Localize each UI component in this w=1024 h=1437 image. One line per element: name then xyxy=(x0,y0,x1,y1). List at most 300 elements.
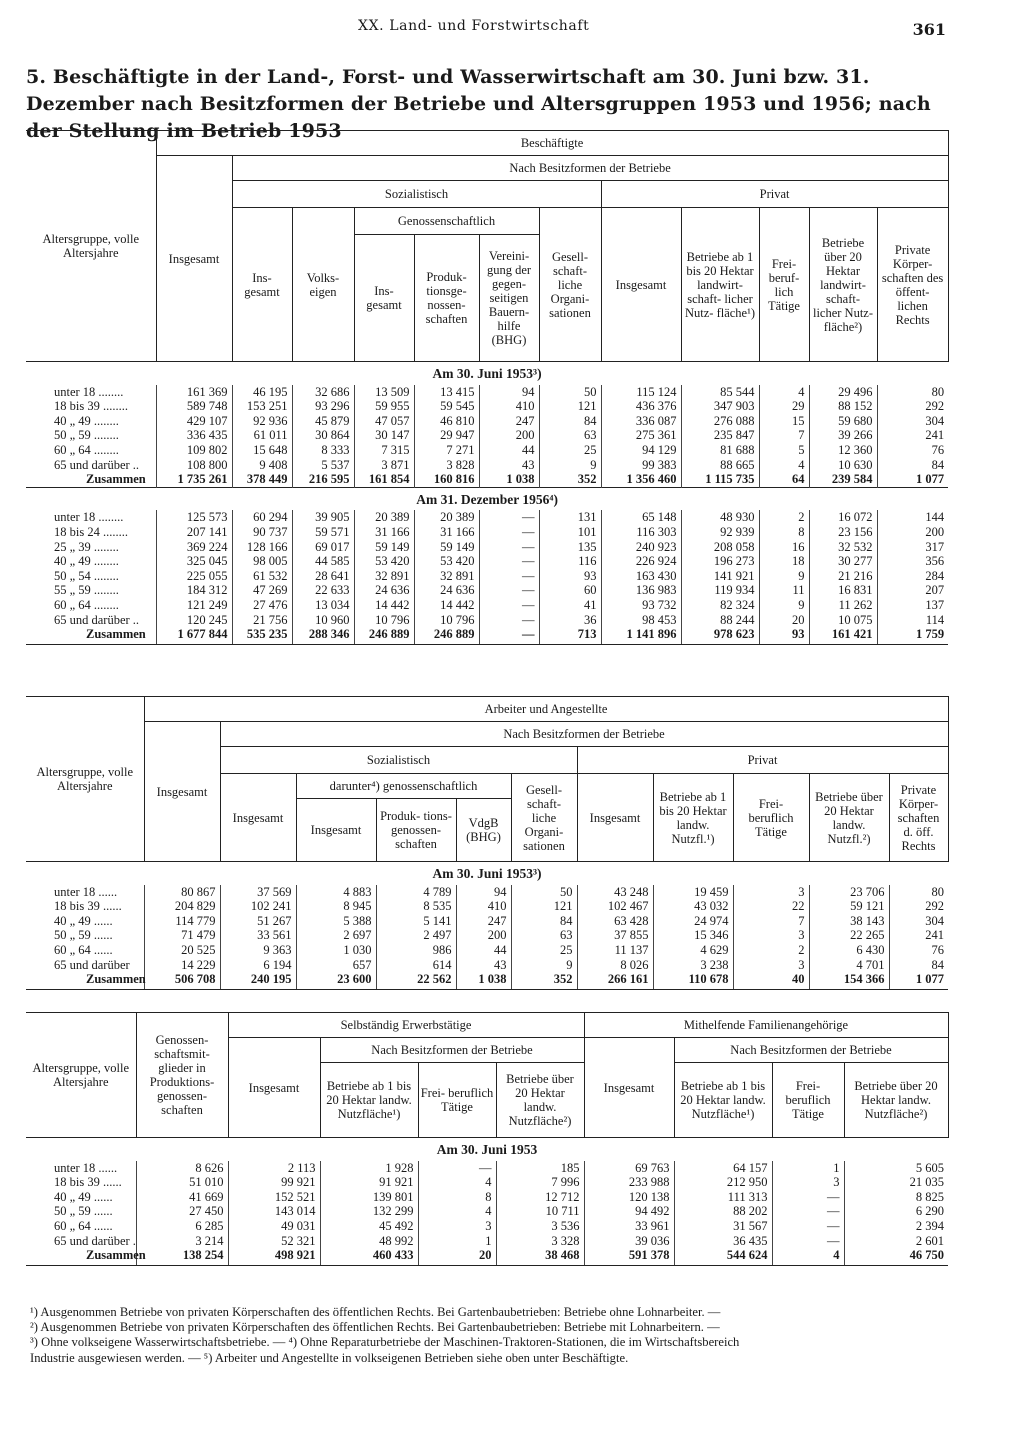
table-row xyxy=(26,1161,948,1176)
table-cell: 153 251 xyxy=(232,399,292,414)
table-cell: 3 828 xyxy=(414,458,479,473)
table-cell: 3 xyxy=(733,928,809,943)
table-cell: 1 141 896 xyxy=(601,627,681,644)
table-cell: 69 763 xyxy=(584,1161,674,1176)
table-cell: 51 010 xyxy=(136,1175,228,1190)
table-cell: 16 xyxy=(759,540,809,555)
table-cell: 7 xyxy=(759,428,809,443)
table-cell: — xyxy=(479,554,539,569)
table-cell: 241 xyxy=(889,928,948,943)
table-cell: 41 669 xyxy=(136,1190,228,1205)
table-cell: 589 748 xyxy=(156,399,232,414)
table-cell: 8 333 xyxy=(292,443,354,458)
table-cell: 10 796 xyxy=(414,613,479,628)
table-cell: 88 202 xyxy=(674,1204,772,1219)
table-cell: 2 394 xyxy=(844,1219,948,1234)
table-cell: 12 712 xyxy=(496,1190,584,1205)
table-cell: 978 623 xyxy=(681,627,759,644)
table-cell: 59 955 xyxy=(354,399,414,414)
col-socialist: Sozialistisch xyxy=(232,181,601,208)
row-label: Zusammen xyxy=(26,1248,136,1265)
table-cell: 6 194 xyxy=(220,958,296,973)
table-cell: 53 420 xyxy=(354,554,414,569)
table-cell: 21 035 xyxy=(844,1175,948,1190)
table-cell: 43 248 xyxy=(577,885,653,900)
table-cell: 32 891 xyxy=(354,569,414,584)
table-cell: 36 435 xyxy=(674,1234,772,1249)
col-farms-over-20: Betriebe über 20 Hektar landw. Nutzfl.²) xyxy=(809,774,889,862)
total-row xyxy=(26,1248,948,1265)
table-cell: 121 xyxy=(539,399,601,414)
table-cell: 43 032 xyxy=(653,899,733,914)
row-label: Zusammen xyxy=(26,627,156,644)
table-cell: 16 072 xyxy=(809,510,877,525)
table-cell: 137 xyxy=(877,598,948,613)
table-cell: 352 xyxy=(511,972,577,989)
table-cell: 4 883 xyxy=(296,885,376,900)
col-coop-members: Genossen- schaftsmit- glieder in Produktions- genossen- schaften xyxy=(136,1013,228,1138)
table-cell: — xyxy=(479,569,539,584)
col-thereof-coop: darunter⁴) genossenschaftlich xyxy=(296,774,511,799)
table-cell: 4 701 xyxy=(809,958,889,973)
table-workers xyxy=(26,696,949,990)
table-cell: 48 992 xyxy=(320,1234,418,1249)
table-cell: 116 303 xyxy=(601,525,681,540)
table-cell: 240 923 xyxy=(601,540,681,555)
table-row xyxy=(26,510,948,525)
table-cell: 61 532 xyxy=(232,569,292,584)
table-cell: 185 xyxy=(496,1161,584,1176)
table-cell: — xyxy=(772,1234,844,1249)
col-workers: Arbeiter und Angestellte xyxy=(144,697,948,722)
table-cell: 88 152 xyxy=(809,399,877,414)
row-label: 40 „ 49 ........ xyxy=(54,554,119,569)
table-cell: 48 930 xyxy=(681,510,759,525)
table-cell: 200 xyxy=(877,525,948,540)
table-cell: 2 697 xyxy=(296,928,376,943)
table-cell: 29 xyxy=(759,399,809,414)
table-cell: 4 xyxy=(759,458,809,473)
table-cell: 14 442 xyxy=(414,598,479,613)
table-cell: 13 509 xyxy=(354,385,414,400)
page-number: 361 xyxy=(912,20,946,39)
table-cell: 84 xyxy=(539,414,601,429)
table-cell: 11 262 xyxy=(809,598,877,613)
table-cell: 93 xyxy=(539,569,601,584)
section-heading xyxy=(26,1138,948,1161)
table-cell: 93 296 xyxy=(292,399,354,414)
col-farms-over-20: Betriebe über 20 Hektar landwirt- schaft- licher Nutz- fläche²) xyxy=(809,208,877,362)
table-cell: 212 950 xyxy=(674,1175,772,1190)
table-cell: 13 034 xyxy=(292,598,354,613)
table-cell: 80 xyxy=(877,385,948,400)
table-cell: 50 xyxy=(511,885,577,900)
table-cell: 65 148 xyxy=(601,510,681,525)
section-heading-text: Am 31. Dezember 1956⁴) xyxy=(26,487,948,510)
col-age-group: Altersgruppe, volle Altersjahre xyxy=(26,1013,136,1138)
col-fh-freelance: Frei- beruflich Tätige xyxy=(772,1063,844,1138)
table-cell: 94 129 xyxy=(601,443,681,458)
section-heading-text: Am 30. Juni 1953³) xyxy=(26,862,948,885)
table-cell: 138 254 xyxy=(136,1248,228,1265)
table-cell: 207 xyxy=(877,583,948,598)
table-cell: 13 415 xyxy=(414,385,479,400)
table-cell: 101 xyxy=(539,525,601,540)
table-cell: 5 xyxy=(759,443,809,458)
table-cell: 225 055 xyxy=(156,569,232,584)
table-cell: 204 829 xyxy=(144,899,220,914)
table-cell: 88 244 xyxy=(681,613,759,628)
section-heading xyxy=(26,487,948,510)
table-cell: 2 113 xyxy=(228,1161,320,1176)
table-row xyxy=(26,540,948,555)
table-row xyxy=(26,598,948,613)
table-cell: 141 921 xyxy=(681,569,759,584)
table-cell: 208 058 xyxy=(681,540,759,555)
table-cell: 109 802 xyxy=(156,443,232,458)
row-label: unter 18 ...... xyxy=(54,1160,118,1175)
table-cell: 241 xyxy=(877,428,948,443)
table-cell: — xyxy=(772,1190,844,1205)
table-cell: 60 xyxy=(539,583,601,598)
table-cell: 81 688 xyxy=(681,443,759,458)
col-age-group: Altersgruppe, volle Altersjahre xyxy=(26,697,144,862)
table-cell: 7 xyxy=(733,914,809,929)
table-cell: 6 285 xyxy=(136,1219,228,1234)
table-row xyxy=(26,385,948,400)
table-cell: 84 xyxy=(877,458,948,473)
col-se-farms-1-20: Betriebe ab 1 bis 20 Hektar landw. Nutzfläche¹) xyxy=(320,1063,418,1138)
table-cell: 3 xyxy=(418,1219,496,1234)
table-cell: 29 496 xyxy=(809,385,877,400)
table-cell: 120 245 xyxy=(156,613,232,628)
table-cell: 986 xyxy=(376,943,456,958)
row-label: 18 bis 39 ........ xyxy=(54,399,128,414)
table-cell: 84 xyxy=(889,958,948,973)
table-cell: 247 xyxy=(479,414,539,429)
row-label: 18 bis 39 ...... xyxy=(54,1175,122,1190)
table-row xyxy=(26,613,948,628)
table-cell: 39 036 xyxy=(584,1234,674,1249)
table-cell: — xyxy=(479,583,539,598)
table-employed xyxy=(26,130,949,645)
table-row xyxy=(26,1175,948,1190)
table-cell: 45 492 xyxy=(320,1219,418,1234)
table-cell: 3 214 xyxy=(136,1234,228,1249)
table-cell: 325 045 xyxy=(156,554,232,569)
col-private-corps: Private Körper- schaften des öffent- lichen Rechts xyxy=(877,208,948,362)
table-cell: 52 321 xyxy=(228,1234,320,1249)
row-label: 65 und darüber .. xyxy=(54,612,140,627)
table-cell: 144 xyxy=(877,510,948,525)
table-cell: 23 600 xyxy=(296,972,376,989)
table-row xyxy=(26,899,948,914)
col-social-orgs: Gesell- schaft- liche Organi- sationen xyxy=(511,774,577,862)
table-cell: 15 xyxy=(759,414,809,429)
table-cell: 410 xyxy=(479,399,539,414)
table-cell: 284 xyxy=(877,569,948,584)
table-cell: 71 479 xyxy=(144,928,220,943)
table-cell: 4 789 xyxy=(376,885,456,900)
table-cell: 59 121 xyxy=(809,899,889,914)
row-label: 40 „ 49 ...... xyxy=(54,1189,113,1204)
footnote-3: ³) Ohne volkseigene Wasserwirtschaftsbetriebe. — ⁴) Ohne Reparaturbetriebe der Maschinen-Traktoren-Stationen, die im Wirtschaftsbereich xyxy=(30,1335,740,1350)
table-cell: 31 166 xyxy=(414,525,479,540)
col-farms-1-20: Betriebe ab 1 bis 20 Hektar landw. Nutzfl.¹) xyxy=(653,774,733,862)
table-cell: 99 921 xyxy=(228,1175,320,1190)
table-cell: 37 569 xyxy=(220,885,296,900)
table-cell: 7 996 xyxy=(496,1175,584,1190)
table-cell: 59 680 xyxy=(809,414,877,429)
table-cell: 131 xyxy=(539,510,601,525)
table-cell: 30 864 xyxy=(292,428,354,443)
table-cell: 94 xyxy=(456,885,511,900)
table-cell: 378 449 xyxy=(232,472,292,487)
table-cell: 92 939 xyxy=(681,525,759,540)
table-cell: 4 xyxy=(418,1204,496,1219)
table-cell: 90 737 xyxy=(232,525,292,540)
table-cell: 429 107 xyxy=(156,414,232,429)
table-cell: 59 545 xyxy=(414,399,479,414)
table-cell: 40 xyxy=(733,972,809,989)
table-cell: 114 xyxy=(877,613,948,628)
table-cell: 247 xyxy=(456,914,511,929)
table-cell: 24 636 xyxy=(414,583,479,598)
total-row xyxy=(26,472,948,487)
table-cell: 108 800 xyxy=(156,458,232,473)
table-row xyxy=(26,414,948,429)
table-cell: 535 235 xyxy=(232,627,292,644)
table-cell: — xyxy=(479,510,539,525)
table-cell: — xyxy=(479,540,539,555)
col-priv-total: Insgesamt xyxy=(601,208,681,362)
table-cell: 4 xyxy=(772,1248,844,1265)
table-cell: 44 585 xyxy=(292,554,354,569)
col-by-ownership: Nach Besitzformen der Betriebe xyxy=(220,722,948,747)
table-cell: 43 xyxy=(456,958,511,973)
footnote-2: ²) Ausgenommen Betriebe von privaten Körperschaften des öffentlichen Rechts. Bei Gartenbaubetrieben: Betriebe mit Lohnarbeitern. — xyxy=(30,1320,720,1335)
table-cell: 18 xyxy=(759,554,809,569)
table-cell: 32 532 xyxy=(809,540,877,555)
table-cell: 120 138 xyxy=(584,1190,674,1205)
table-cell: 10 075 xyxy=(809,613,877,628)
table-cell: 25 xyxy=(511,943,577,958)
section-heading-text: Am 30. Juni 1953 xyxy=(26,1138,948,1161)
table-cell: 288 346 xyxy=(292,627,354,644)
footnote-4: Industrie ausgewiesen werden. — ⁵) Arbeiter und Angestellte in volkseigenen Betrieben siehe oben unter Beschäftigte. xyxy=(30,1350,629,1365)
footnote-1: ¹) Ausgenommen Betriebe von privaten Körperschaften des öffentlichen Rechts. Bei Gartenbaubetrieben: Betriebe ohne Lohnarbeiter. — xyxy=(30,1305,721,1319)
row-label: unter 18 ........ xyxy=(54,384,124,399)
table-cell: 8 026 xyxy=(577,958,653,973)
table-cell: 125 573 xyxy=(156,510,232,525)
col-priv-total: Insgesamt xyxy=(577,774,653,862)
table-cell: 1 356 460 xyxy=(601,472,681,487)
table-cell: 36 xyxy=(539,613,601,628)
table-cell: 102 467 xyxy=(577,899,653,914)
col-se-total: Insgesamt xyxy=(228,1038,320,1138)
table-cell: 143 014 xyxy=(228,1204,320,1219)
row-label: 18 bis 24 ........ xyxy=(54,524,128,539)
table-cell: 200 xyxy=(479,428,539,443)
table-cell: 25 xyxy=(539,443,601,458)
table-cell: 32 686 xyxy=(292,385,354,400)
table-row xyxy=(26,554,948,569)
col-fh-farms-1-20: Betriebe ab 1 bis 20 Hektar landw. Nutzfläche¹) xyxy=(674,1063,772,1138)
table-cell: 9 408 xyxy=(232,458,292,473)
table-cell: 30 277 xyxy=(809,554,877,569)
table-cell: 11 xyxy=(759,583,809,598)
table-cell: 9 xyxy=(511,958,577,973)
table-cell: 9 xyxy=(759,598,809,613)
section-heading-text: Am 30. Juni 1953³) xyxy=(26,362,948,385)
col-prod-coops: Produk- tionsge- nossen- schaften xyxy=(414,235,479,362)
table-cell: 161 369 xyxy=(156,385,232,400)
table-cell: 216 595 xyxy=(292,472,354,487)
table-row xyxy=(26,928,948,943)
table-cell: 5 141 xyxy=(376,914,456,929)
row-label: 40 „ 49 ........ xyxy=(54,413,119,428)
table-cell: 8 825 xyxy=(844,1190,948,1205)
table-self-employed xyxy=(26,1012,949,1266)
table-cell: 713 xyxy=(539,627,601,644)
table-row xyxy=(26,1190,948,1205)
table-cell: 239 584 xyxy=(809,472,877,487)
table-cell: 51 267 xyxy=(220,914,296,929)
row-label: 65 und darüber xyxy=(54,957,130,972)
row-label: 60 „ 64 ...... xyxy=(54,942,113,957)
table-cell: 7 315 xyxy=(354,443,414,458)
col-by-ownership: Nach Besitzformen der Betriebe xyxy=(232,156,948,181)
table-cell: 80 xyxy=(889,885,948,900)
table-cell: 317 xyxy=(877,540,948,555)
table-cell: 84 xyxy=(511,914,577,929)
table-cell: 132 299 xyxy=(320,1204,418,1219)
table-cell: 31 567 xyxy=(674,1219,772,1234)
table-cell: 196 273 xyxy=(681,554,759,569)
table-cell: 61 011 xyxy=(232,428,292,443)
table-cell: 20 xyxy=(418,1248,496,1265)
total-row xyxy=(26,972,948,989)
table-cell: 98 005 xyxy=(232,554,292,569)
table-cell: 10 960 xyxy=(292,613,354,628)
table-cell: — xyxy=(772,1204,844,1219)
table-cell: 21 756 xyxy=(232,613,292,628)
table-cell: 59 149 xyxy=(414,540,479,555)
row-label: 55 „ 59 ........ xyxy=(54,583,119,598)
col-fh-by-ownership: Nach Besitzformen der Betriebe xyxy=(674,1038,948,1063)
table-cell: 135 xyxy=(539,540,601,555)
col-total: Insgesamt xyxy=(144,722,220,862)
table-cell: 10 630 xyxy=(809,458,877,473)
table-cell: 4 xyxy=(759,385,809,400)
table-cell: 304 xyxy=(889,914,948,929)
row-label: unter 18 ........ xyxy=(54,510,124,525)
table-row xyxy=(26,458,948,473)
table-cell: 27 476 xyxy=(232,598,292,613)
table-row xyxy=(26,914,948,929)
row-label: 50 „ 54 ........ xyxy=(54,568,119,583)
table-row xyxy=(26,525,948,540)
table-cell: 76 xyxy=(889,943,948,958)
table-cell: 1 077 xyxy=(889,972,948,989)
table-cell: 121 249 xyxy=(156,598,232,613)
col-coop-total: Insgesamt xyxy=(296,799,376,862)
table-cell: 2 xyxy=(733,943,809,958)
table-cell: 614 xyxy=(376,958,456,973)
table-cell: 121 xyxy=(511,899,577,914)
table-cell: 94 xyxy=(479,385,539,400)
table-cell: — xyxy=(479,613,539,628)
table-cell: 15 648 xyxy=(232,443,292,458)
table-cell: 8 xyxy=(759,525,809,540)
table-cell: 8 945 xyxy=(296,899,376,914)
table-title: 5. Beschäftigte in der Land-, Forst- und Wasserwirtschaft am 30. Juni bzw. 31. Dezember nach Besitzformen der Betriebe und Altersgruppen 1953 und 1956; nach der Stellung im Betrieb 1953 xyxy=(26,66,931,142)
table-cell: 22 xyxy=(733,899,809,914)
col-state-owned: Volks- eigen xyxy=(292,208,354,362)
table-cell: 3 xyxy=(733,958,809,973)
row-label: 25 „ 39 ........ xyxy=(54,539,119,554)
table-cell: 1 030 xyxy=(296,943,376,958)
table-cell: 88 665 xyxy=(681,458,759,473)
table-cell: 46 750 xyxy=(844,1248,948,1265)
table-cell: 115 124 xyxy=(601,385,681,400)
table-cell: 460 433 xyxy=(320,1248,418,1265)
table-cell: 20 389 xyxy=(354,510,414,525)
col-se-farms-over-20: Betriebe über 20 Hektar landw. Nutzfläche²) xyxy=(496,1063,584,1138)
table-cell: 20 xyxy=(759,613,809,628)
table-cell: 76 xyxy=(877,443,948,458)
table-cell: 21 216 xyxy=(809,569,877,584)
table-cell: 163 430 xyxy=(601,569,681,584)
table-cell: 22 562 xyxy=(376,972,456,989)
table-cell: 85 544 xyxy=(681,385,759,400)
table-cell: 59 149 xyxy=(354,540,414,555)
table-cell: — xyxy=(479,627,539,644)
col-fh-farms-over-20: Betriebe über 20 Hektar landw. Nutzfläche²) xyxy=(844,1063,948,1138)
table-cell: 33 561 xyxy=(220,928,296,943)
table-cell: 6 430 xyxy=(809,943,889,958)
row-label: 65 und darüber . xyxy=(54,1233,136,1248)
row-label: Zusammen xyxy=(86,472,146,487)
table-cell: 37 855 xyxy=(577,928,653,943)
table-cell: 3 xyxy=(772,1175,844,1190)
table-row xyxy=(26,1204,948,1219)
row-label: 50 „ 59 ...... xyxy=(54,928,113,943)
table-cell: 27 450 xyxy=(136,1204,228,1219)
section-heading xyxy=(26,362,948,385)
col-soc-total: Insgesamt xyxy=(220,774,296,862)
table-cell: 657 xyxy=(296,958,376,973)
table-cell: 20 389 xyxy=(414,510,479,525)
table-cell: 12 360 xyxy=(809,443,877,458)
table-cell: 139 801 xyxy=(320,1190,418,1205)
col-family-helpers: Mithelfende Familienangehörige xyxy=(584,1013,948,1038)
table-cell: 5 388 xyxy=(296,914,376,929)
footnotes xyxy=(30,1305,960,1366)
table-cell: 136 983 xyxy=(601,583,681,598)
table-cell: 114 779 xyxy=(144,914,220,929)
table-cell: 29 947 xyxy=(414,428,479,443)
table-cell: 347 903 xyxy=(681,399,759,414)
table-cell: 3 871 xyxy=(354,458,414,473)
table-cell: 356 xyxy=(877,554,948,569)
table-row xyxy=(26,428,948,443)
table-cell: 8 535 xyxy=(376,899,456,914)
table-cell: 44 xyxy=(456,943,511,958)
table-cell: 10 796 xyxy=(354,613,414,628)
col-total: Insgesamt xyxy=(156,156,232,362)
table-cell: 46 195 xyxy=(232,385,292,400)
